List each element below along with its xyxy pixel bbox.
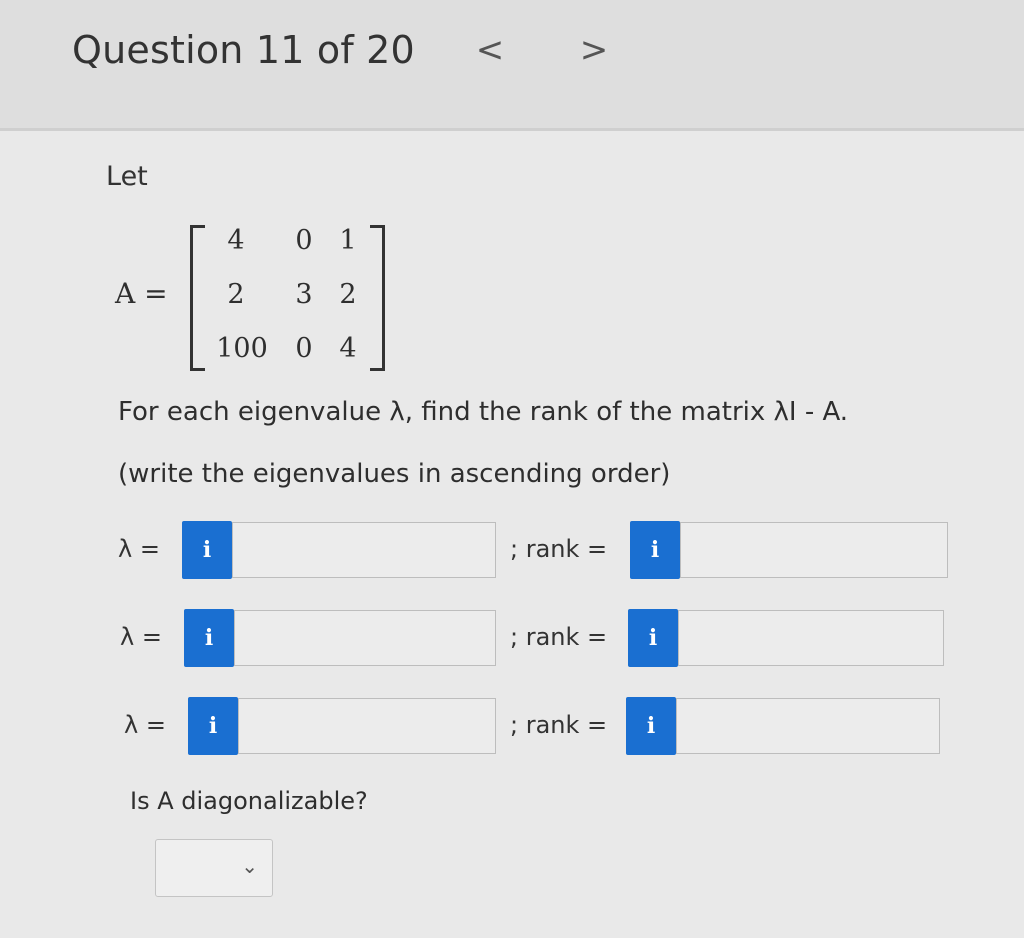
eigenvalue-input-3[interactable] xyxy=(238,698,496,754)
info-icon[interactable]: i xyxy=(630,521,680,579)
eigenvalue-input-1[interactable] xyxy=(232,522,496,578)
next-question-button[interactable]: > xyxy=(579,30,609,70)
matrix-label: A = xyxy=(115,277,168,310)
diagonalizable-select[interactable] xyxy=(155,839,273,897)
rank-input-3[interactable] xyxy=(676,698,940,754)
order-note: (write the eigenvalues in ascending order) xyxy=(118,459,671,489)
lambda-label: λ = xyxy=(124,711,166,739)
rank-label: ; rank = xyxy=(510,623,608,651)
chevron-down-icon: ⌄ xyxy=(241,854,258,878)
eigen-row-2 xyxy=(0,609,1024,671)
question-body xyxy=(0,131,1024,938)
matrix-cell: 3 xyxy=(295,279,313,310)
lambda-label: λ = xyxy=(120,623,162,651)
matrix-a xyxy=(115,219,405,369)
matrix-cell: 1 xyxy=(339,225,357,256)
rank-label: ; rank = xyxy=(510,711,608,739)
lambda-label: λ = xyxy=(118,535,160,563)
eigenvalue-input-2[interactable] xyxy=(234,610,496,666)
matrix-cell: 2 xyxy=(227,279,245,310)
info-icon[interactable]: i xyxy=(626,697,676,755)
diagonalizable-question: Is A diagonalizable? xyxy=(130,787,368,815)
rank-label: ; rank = xyxy=(510,535,608,563)
previous-question-button[interactable]: < xyxy=(475,30,505,70)
question-title: Question 11 of 20 xyxy=(72,28,415,72)
matrix-cell: 100 xyxy=(216,333,268,364)
eigen-row-3 xyxy=(0,697,1024,759)
info-icon[interactable]: i xyxy=(188,697,238,755)
matrix-cell: 0 xyxy=(295,333,313,364)
rank-input-2[interactable] xyxy=(678,610,944,666)
info-icon[interactable]: i xyxy=(182,521,232,579)
intro-text: Let xyxy=(106,161,148,192)
question-header xyxy=(0,0,1024,131)
info-icon[interactable]: i xyxy=(628,609,678,667)
rank-input-1[interactable] xyxy=(680,522,948,578)
info-icon[interactable]: i xyxy=(184,609,234,667)
matrix-cell: 4 xyxy=(227,225,245,256)
matrix-cell: 4 xyxy=(339,333,357,364)
instruction-text: For each eigenvalue λ, find the rank of the matrix λI - A. xyxy=(118,397,849,427)
eigen-row-1 xyxy=(0,521,1024,583)
matrix-cell: 2 xyxy=(339,279,357,310)
matrix-cell: 0 xyxy=(295,225,313,256)
